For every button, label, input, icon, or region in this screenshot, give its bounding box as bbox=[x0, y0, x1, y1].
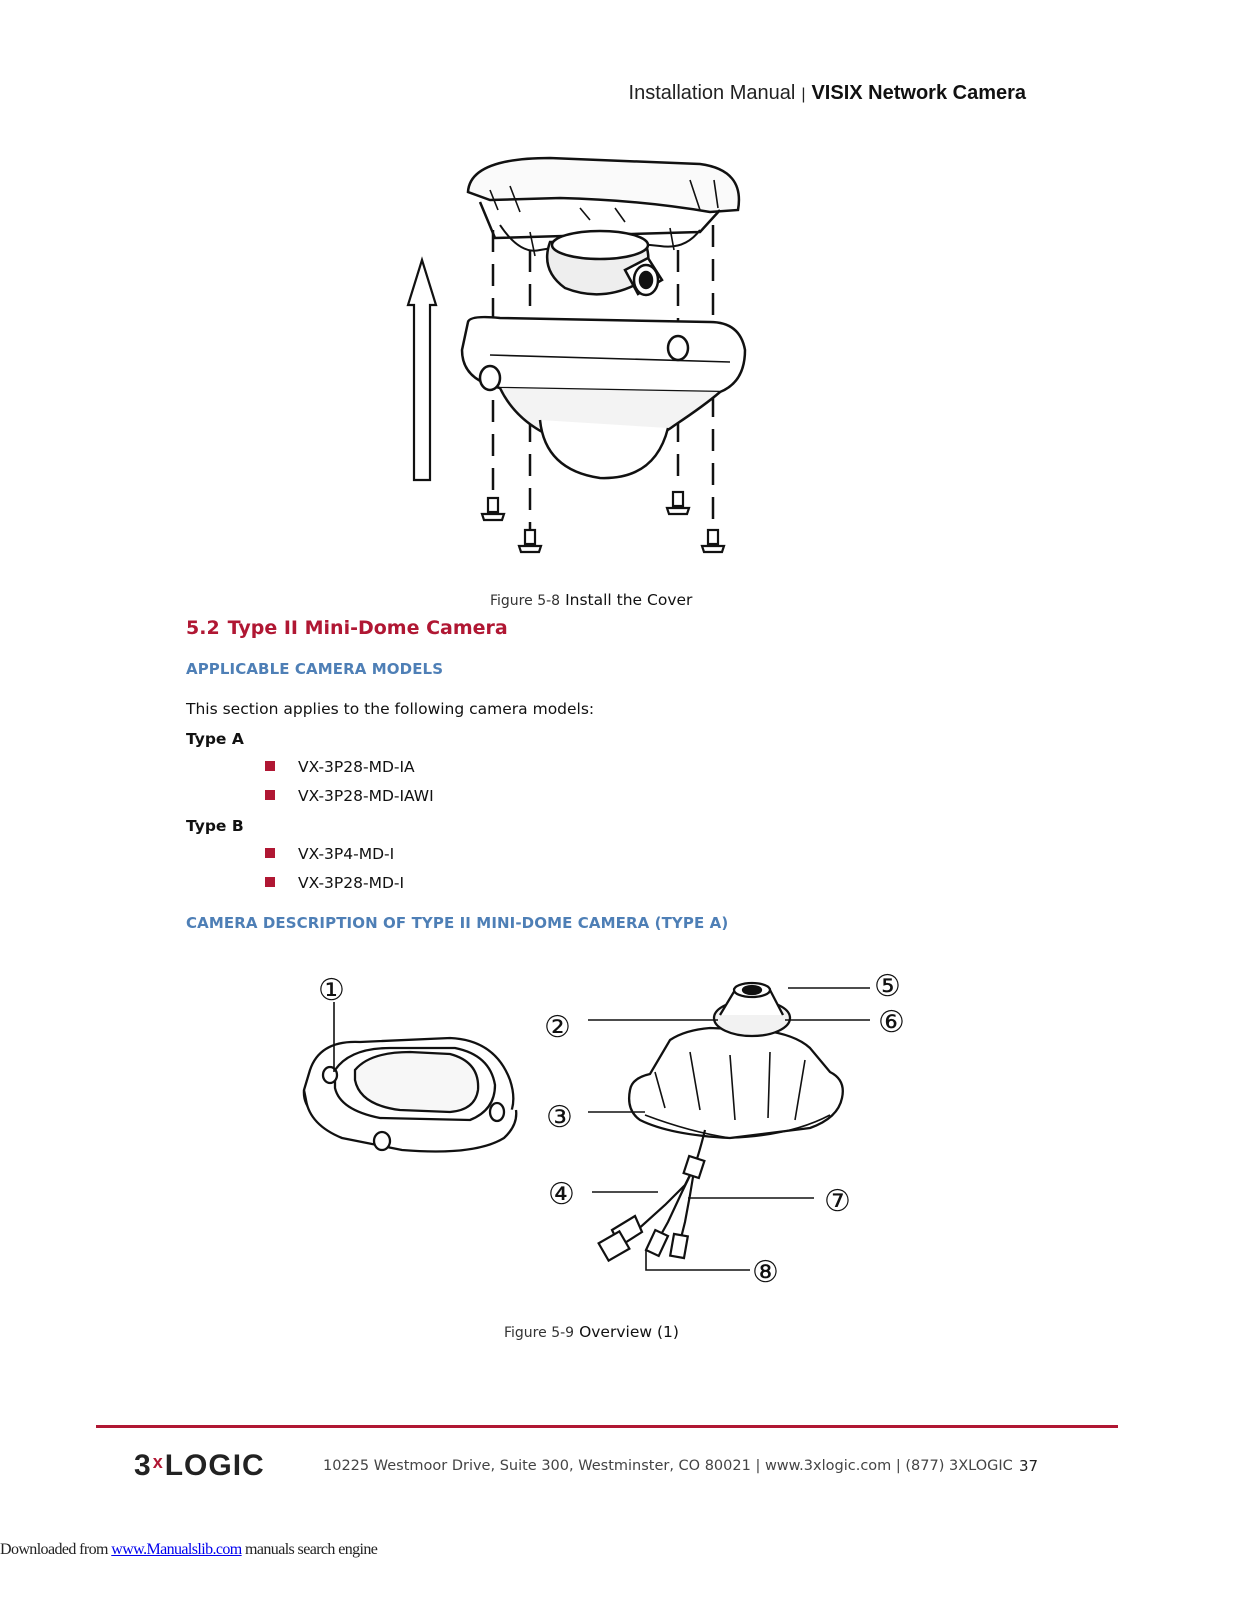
applicable-models-heading: APPLICABLE CAMERA MODELS bbox=[186, 660, 444, 678]
callout-4: ④ bbox=[548, 1177, 575, 1212]
bullet-square-icon bbox=[265, 790, 275, 800]
section-number: 5.2 bbox=[186, 617, 220, 639]
footer-address: 10225 Westmoor Drive, Suite 300, Westminster, CO 80021 | www.3xlogic.com | (877) 3XLOGIC bbox=[323, 1458, 1013, 1474]
figure-5-9-number: Figure 5-9 bbox=[504, 1325, 575, 1341]
callout-1: ① bbox=[318, 973, 345, 1008]
header-separator: | bbox=[801, 86, 806, 103]
model-name: VX-3P4-MD-I bbox=[298, 845, 395, 863]
list-item bbox=[265, 787, 434, 805]
callout-3: ③ bbox=[546, 1100, 573, 1135]
figure-5-9-caption bbox=[504, 1323, 679, 1341]
callout-5: ⑤ bbox=[874, 969, 901, 1004]
figure-5-8-number: Figure 5-8 bbox=[490, 593, 561, 609]
download-suffix: manuals search engine bbox=[241, 1541, 378, 1558]
type-b-label: Type B bbox=[186, 817, 244, 835]
camera-description-heading: CAMERA DESCRIPTION OF TYPE II MINI-DOME CAMERA (TYPE A) bbox=[186, 914, 729, 932]
footer-divider bbox=[96, 1425, 1118, 1428]
list-item bbox=[265, 758, 415, 776]
page-header bbox=[629, 82, 1026, 105]
logo-prefix: 3 bbox=[134, 1449, 152, 1482]
list-item bbox=[265, 874, 404, 892]
section-heading bbox=[186, 617, 508, 639]
figure-camera-overview bbox=[290, 960, 930, 1290]
page-number: 37 bbox=[1019, 1457, 1039, 1475]
callout-8: ⑧ bbox=[752, 1255, 779, 1290]
callout-6: ⑥ bbox=[878, 1005, 905, 1040]
model-name: VX-3P28-MD-IAWI bbox=[298, 787, 434, 805]
header-doc-type: Installation Manual bbox=[628, 82, 796, 104]
figure-5-8-title: Install the Cover bbox=[565, 591, 693, 609]
section-title: Type II Mini-Dome Camera bbox=[227, 617, 508, 639]
callout-2: ② bbox=[544, 1010, 571, 1045]
model-name: VX-3P28-MD-IA bbox=[298, 758, 415, 776]
applicable-intro: This section applies to the following camera models: bbox=[186, 700, 595, 718]
type-a-label: Type A bbox=[186, 730, 244, 748]
figure-install-cover bbox=[400, 150, 760, 570]
figure-5-8-caption bbox=[490, 591, 692, 609]
bullet-square-icon bbox=[265, 761, 275, 771]
figure-5-9-title: Overview (1) bbox=[579, 1323, 679, 1341]
model-name: VX-3P28-MD-I bbox=[298, 874, 405, 892]
logo-x: x bbox=[152, 1452, 164, 1472]
manualslib-link[interactable]: www.Manualslib.com bbox=[111, 1541, 242, 1558]
download-prefix: Downloaded from bbox=[0, 1541, 112, 1558]
header-product: VISIX Network Camera bbox=[811, 82, 1026, 104]
bullet-square-icon bbox=[265, 848, 275, 858]
logo-name: LOGIC bbox=[164, 1449, 265, 1482]
company-logo bbox=[134, 1449, 265, 1483]
download-notice bbox=[0, 1541, 377, 1559]
callout-7: ⑦ bbox=[824, 1184, 851, 1219]
list-item bbox=[265, 845, 394, 863]
bullet-square-icon bbox=[265, 877, 275, 887]
